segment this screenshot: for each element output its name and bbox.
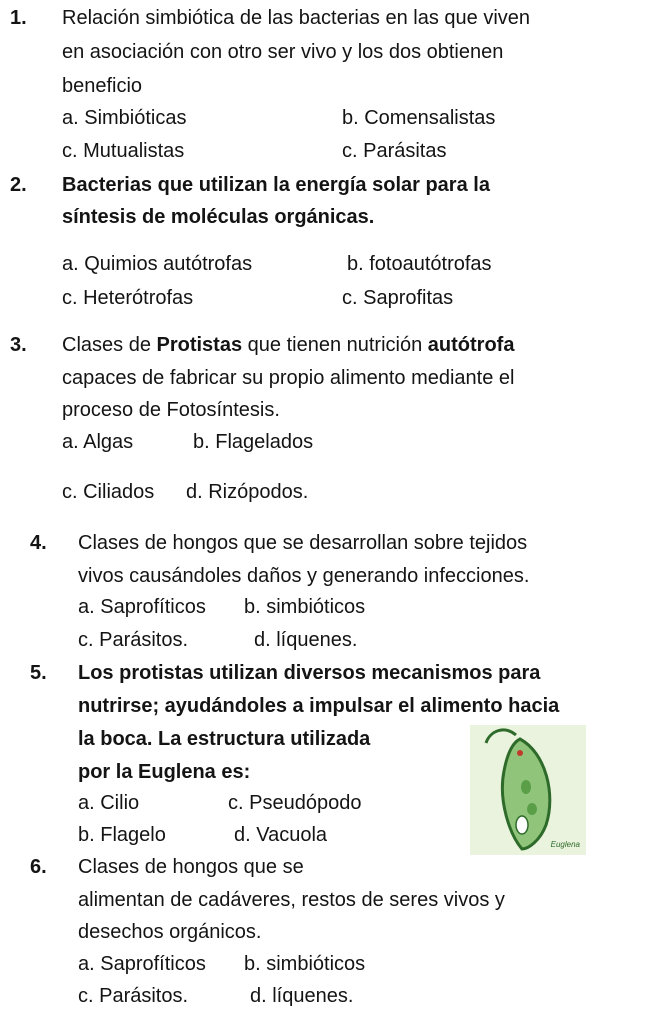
- q3-text-part-1: Clases de: [62, 334, 157, 356]
- q3-text-autotrofa: autótrofa: [427, 334, 515, 356]
- euglena-illustration: [470, 725, 586, 855]
- chloroplast-2: [527, 803, 537, 815]
- figure-caption: Euglena: [550, 840, 580, 849]
- q5-text-line-4: por la Euglena es:: [78, 761, 251, 783]
- q2-option-c2[interactable]: c. Saprofitas: [342, 287, 454, 309]
- q3-text-protistas: Protistas: [156, 334, 243, 356]
- q3-option-b[interactable]: b. Flagelados: [193, 431, 314, 453]
- q1-number: 1.: [10, 7, 27, 29]
- q5-text-line-3: la boca. La estructura utilizada: [78, 728, 371, 750]
- q6-text-line-2: alimentan de cadáveres, restos de seres vivos y: [78, 889, 505, 911]
- q2-option-a[interactable]: a. Quimios autótrofas: [62, 253, 253, 275]
- q3-option-c[interactable]: c. Ciliados: [62, 481, 155, 503]
- q4-option-b[interactable]: b. simbióticos: [244, 596, 366, 618]
- q1-option-b[interactable]: b. Comensalistas: [342, 107, 496, 129]
- q4-option-a[interactable]: a. Saprofíticos: [78, 596, 206, 618]
- q6-number: 6.: [30, 856, 47, 878]
- q2-text-line-1: Bacterias que utilizan la energía solar para la: [62, 174, 490, 196]
- q4-option-d[interactable]: d. líquenes.: [254, 629, 358, 651]
- q5-option-b[interactable]: b. Flagelo: [78, 824, 166, 846]
- q4-text-line-1: Clases de hongos que se desarrollan sobre tejidos: [78, 532, 528, 554]
- q5-option-a[interactable]: a. Cilio: [78, 792, 140, 814]
- q3-text-part-3: que tienen nutrición: [242, 334, 428, 356]
- q2-option-c[interactable]: c. Heterótrofas: [62, 287, 194, 309]
- q1-text-line-1: Relación simbiótica de las bacterias en las que viven: [62, 7, 531, 29]
- eyespot: [517, 750, 523, 756]
- q3-number: 3.: [10, 334, 27, 356]
- q3-text-line-1: [62, 335, 514, 355]
- q3-text-line-3: proceso de Fotosíntesis.: [62, 399, 280, 421]
- q4-text-line-2: vivos causándoles daños y generando infecciones.: [78, 565, 530, 587]
- q6-text-line-3: desechos orgánicos.: [78, 921, 262, 943]
- q5-option-d[interactable]: d. Vacuola: [234, 824, 328, 846]
- q1-option-a[interactable]: a. Simbióticas: [62, 107, 187, 129]
- q5-text-line-1: Los protistas utilizan diversos mecanismos para: [78, 662, 541, 684]
- q5-option-c[interactable]: c. Pseudópodo: [228, 792, 362, 814]
- q5-text-line-2: nutrirse; ayudándoles a impulsar el alimento hacia: [78, 695, 560, 717]
- nucleus: [516, 816, 528, 834]
- q1-text-line-3: beneficio: [62, 75, 143, 97]
- q2-option-b[interactable]: b. fotoautótrofas: [347, 253, 492, 275]
- q6-option-a[interactable]: a. Saprofíticos: [78, 953, 206, 975]
- q2-number: 2.: [10, 174, 27, 196]
- q1-text-line-2: en asociación con otro ser vivo y los dos obtienen: [62, 41, 504, 63]
- q6-option-d[interactable]: d. líquenes.: [250, 985, 354, 1007]
- q3-option-a[interactable]: a. Algas: [62, 431, 134, 453]
- q3-text-line-2: capaces de fabricar su propio alimento mediante el: [62, 367, 515, 389]
- q2-text-line-2: síntesis de moléculas orgánicas.: [62, 206, 375, 228]
- euglena-figure: [470, 725, 586, 855]
- q1-option-c[interactable]: c. Mutualistas: [62, 140, 185, 162]
- q3-option-d[interactable]: d. Rizópodos.: [186, 481, 309, 503]
- q4-number: 4.: [30, 532, 47, 554]
- q4-option-c[interactable]: c. Parásitos.: [78, 629, 189, 651]
- q5-number: 5.: [30, 662, 47, 684]
- q6-option-b[interactable]: b. simbióticos: [244, 953, 366, 975]
- q6-text-line-1: Clases de hongos que se: [78, 856, 304, 878]
- q6-option-c[interactable]: c. Parásitos.: [78, 985, 189, 1007]
- chloroplast-1: [521, 780, 531, 794]
- q1-option-c2[interactable]: c. Parásitas: [342, 140, 447, 162]
